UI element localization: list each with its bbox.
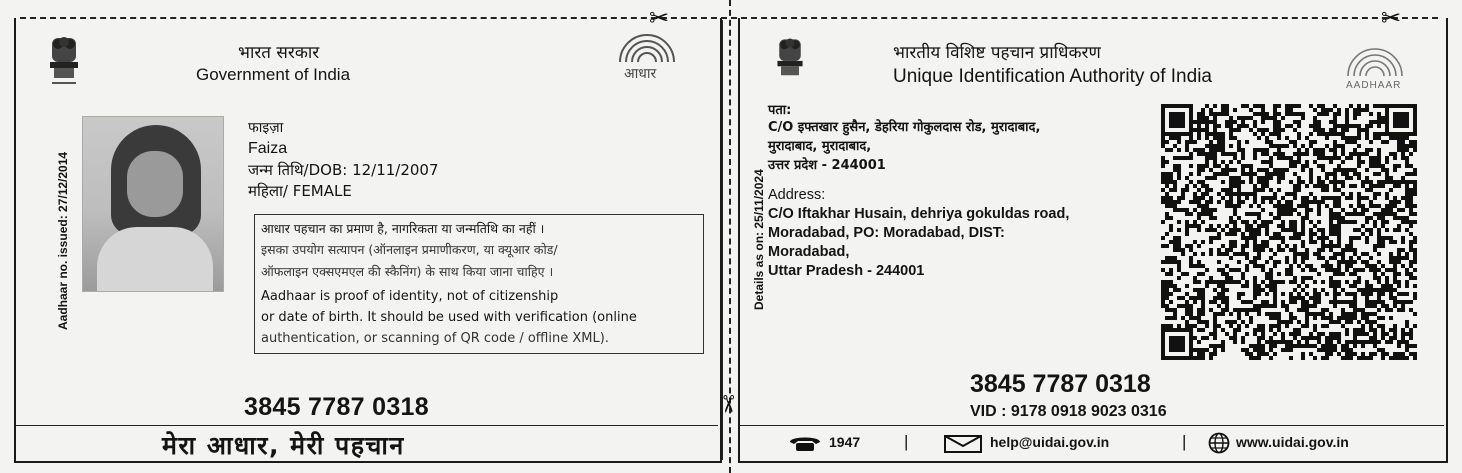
website: www.uidai.gov.in <box>1236 434 1349 450</box>
aadhaar-number-back: 3845 7787 0318 <box>970 370 1151 398</box>
virtual-id: VID : 9178 0918 9023 0316 <box>970 403 1167 420</box>
front-footer-rule <box>16 425 718 426</box>
globe-icon <box>1208 432 1230 454</box>
notice-english-line-3: authentication, or scanning of QR code / offline XML). <box>261 331 609 346</box>
notice-english-line-1: Aadhaar is proof of identity, not of citizenship <box>261 289 559 304</box>
help-email: help@uidai.gov.in <box>990 434 1110 450</box>
mail-icon <box>944 435 982 453</box>
notice-english-line-2: or date of birth. It should be used with verification (online <box>261 310 637 325</box>
authority-title-english: Unique Identification Authority of India <box>893 66 1212 87</box>
address-english-line-4: Uttar Pradesh - 244001 <box>768 263 925 279</box>
notice-hindi-line-2: इसका उपयोग सत्यापन (ऑनलाइन प्रमाणीकरण, या क्यूआर कोड/ <box>261 242 558 257</box>
address-hindi-line-2: मुरादाबाद, मुरादाबाद, <box>768 139 872 154</box>
government-title-english: Government of India <box>196 65 351 84</box>
aadhaar-logo-text: AADHAAR <box>1346 80 1402 91</box>
aadhaar-fingerprint-logo <box>614 32 680 68</box>
helpline-number: 1947 <box>829 434 861 450</box>
government-title-hindi: भारत सरकार <box>238 43 320 63</box>
date-of-birth: जन्म तिथि/DOB: 12/11/2007 <box>248 161 439 179</box>
name-hindi: फाइज़ा <box>248 120 284 136</box>
scissors-icon: ✂ <box>714 393 743 415</box>
phone-icon <box>788 434 822 452</box>
address-hindi-line-1: C/O इफ्तखार हुसैन, डेहरिया गोकुलदास रोड, मुरादाबाद, <box>768 120 1041 135</box>
address-hindi-line-3: उत्तर प्रदेश - 244001 <box>768 158 886 173</box>
scissors-icon: ✂ <box>649 4 670 32</box>
aadhaar-fingerprint-logo <box>1342 46 1408 80</box>
notice-hindi-line-3: ऑफलाइन एक्सएमएल की स्कैनिंग) के साथ किया जाना चाहिए । <box>261 264 554 279</box>
address-english-line-2: Moradabad, PO: Moradabad, DIST: <box>768 225 1005 241</box>
scissors-icon: ✂ <box>1381 4 1402 32</box>
address-english-line-3: Moradabad, <box>768 244 850 260</box>
address-english-label: Address: <box>768 187 826 203</box>
notice-hindi-line-1: आधार पहचान का प्रमाण है, नागरिकता या जन्मतिथि का नहीं । <box>261 221 545 236</box>
holder-name: Faiza <box>248 140 288 157</box>
address-hindi-label: पता: <box>768 103 792 118</box>
gender: महिला/ FEMALE <box>248 182 352 200</box>
issued-date: Aadhaar no. issued: 27/12/2014 <box>56 151 70 330</box>
footer-separator: | <box>1182 432 1187 451</box>
details-as-on: Details as on: 25/11/2024 <box>752 169 766 310</box>
qr-code <box>1158 104 1420 360</box>
national-emblem-icon <box>772 34 808 86</box>
footer-separator: | <box>904 432 909 451</box>
address-english-line-1: C/O Iftakhar Husain, dehriya gokuldas road, <box>768 206 1070 222</box>
aadhaar-slogan: मेरा आधार, मेरी पहचान <box>162 431 405 460</box>
aadhaar-notice-box <box>254 214 704 354</box>
authority-title-hindi: भारतीय विशिष्ट पहचान प्राधिकरण <box>893 43 1101 63</box>
aadhaar-logo-text: आधार <box>624 66 657 82</box>
aadhaar-number-front: 3845 7787 0318 <box>244 393 429 421</box>
holder-photo <box>82 116 224 292</box>
back-footer-rule <box>740 425 1444 426</box>
